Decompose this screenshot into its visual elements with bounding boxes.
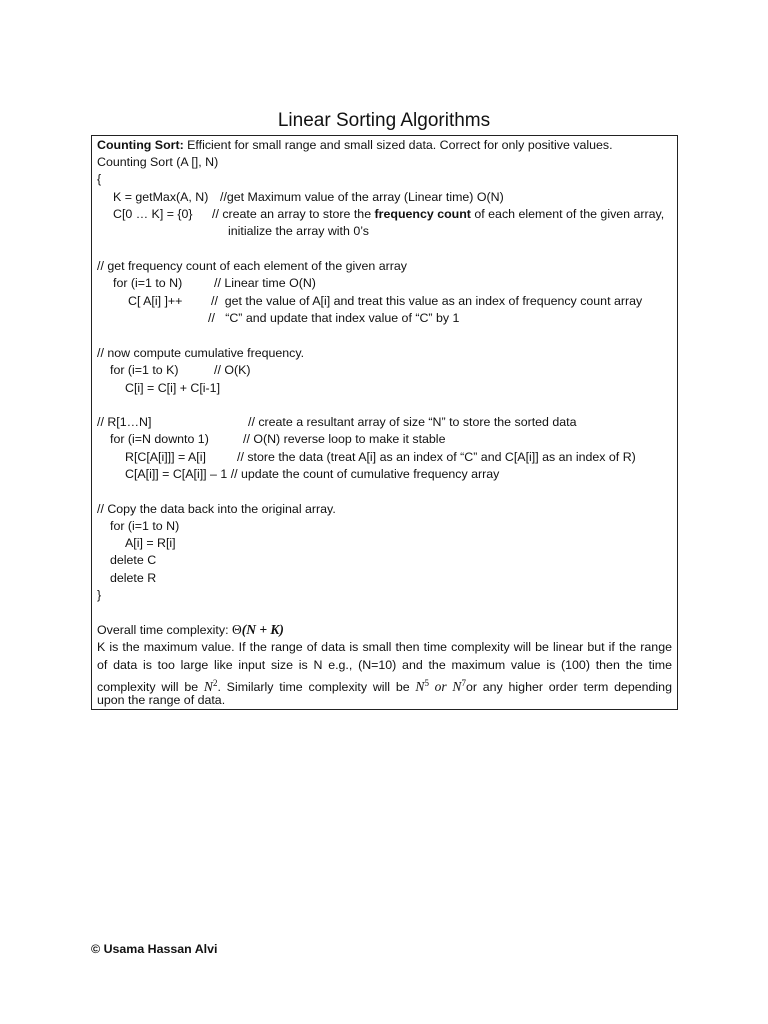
comment-text: of each element of the given array, xyxy=(470,207,665,221)
code-comment-getmax: //get Maximum value of the array (Linear time) O(N) xyxy=(220,190,504,204)
section2-for: for (i=1 to K) xyxy=(110,363,179,377)
intro-heading: Counting Sort: xyxy=(97,138,184,152)
section4-delete-c: delete C xyxy=(110,553,157,567)
section4-comment: // Copy the data back into the original array. xyxy=(97,502,336,516)
section2-for-comment: // O(K) xyxy=(214,363,251,377)
complexity-line xyxy=(97,622,284,638)
section3-r: // R[1…N] xyxy=(97,415,152,429)
section1-body-comment-2: // “C” and update that index value of “C” by 1 xyxy=(208,311,460,325)
math-or: or xyxy=(428,679,453,695)
complexity-theta: Θ xyxy=(231,622,242,637)
code-line-getmax: K = getMax(A, N) xyxy=(113,190,209,204)
math-exponent: 7 xyxy=(461,678,466,688)
section1-for-comment: // Linear time O(N) xyxy=(214,276,316,290)
math-n: N xyxy=(203,679,213,695)
code-comment-init-c xyxy=(212,206,664,222)
section1-body-comment: // get the value of A[i] and treat this value as an index of frequency count array xyxy=(211,294,643,308)
section4-delete-r: delete R xyxy=(110,571,157,585)
intro-text: Efficient for small range and small sized data. Correct for only positive values. xyxy=(183,138,613,152)
section4-body: A[i] = R[i] xyxy=(125,536,176,550)
complexity-para-2: of data is too large like input size is N e.g., (N=10) and the maximum value is (100) then the time xyxy=(97,658,672,672)
section4-for: for (i=1 to N) xyxy=(110,519,180,533)
section3-body2: C[A[i]] = C[A[i]] – 1 // update the count of cumulative frequency array xyxy=(125,467,500,481)
section2-body: C[i] = C[i] + C[i-1] xyxy=(125,381,221,395)
math-exponent: 5 xyxy=(424,678,429,688)
complexity-text: . Similarly time complexity will be xyxy=(217,680,416,695)
complexity-text: complexity will be xyxy=(97,680,204,695)
section3-body1: R[C[A[i]]] = A[i] xyxy=(125,450,206,464)
math-n: N xyxy=(415,679,425,695)
code-comment-init-c-2: initialize the array with 0’s xyxy=(228,224,369,238)
section3-body1-comment: // store the data (treat A[i] as an index of “C” and C[A[i]] as an index of R) xyxy=(237,450,636,464)
comment-bold-text: frequency count xyxy=(374,207,471,221)
copyright-footer: © Usama Hassan Alvi xyxy=(91,942,218,956)
math-exponent: 2 xyxy=(212,678,218,688)
intro-line xyxy=(97,137,613,153)
code-close-brace: } xyxy=(97,588,102,602)
code-open-brace: { xyxy=(97,172,102,186)
complexity-para-1: K is the maximum value. If the range of data is small then time complexity will be linear but if the range xyxy=(97,640,672,654)
code-signature: Counting Sort (A [], N) xyxy=(97,155,219,169)
math-n: N xyxy=(452,679,462,695)
section3-for-comment: // O(N) reverse loop to make it stable xyxy=(243,432,446,446)
complexity-para-4: upon the range of data. xyxy=(97,693,226,707)
section1-body: C[ A[i] ]++ xyxy=(128,294,183,308)
page-title: Linear Sorting Algorithms xyxy=(277,110,491,131)
complexity-formula: (N + K) xyxy=(241,622,284,637)
section1-comment: // get frequency count of each element of the given array xyxy=(97,259,407,273)
code-line-init-c: C[0 … K] = {0} xyxy=(113,207,193,221)
section2-comment: // now compute cumulative frequency. xyxy=(97,346,305,360)
comment-text: // create an array to store the xyxy=(212,207,375,221)
complexity-text: or any higher order term depending xyxy=(465,680,672,695)
section3-r-comment: // create a resultant array of size “N” to store the sorted data xyxy=(248,415,577,429)
section3-for: for (i=N downto 1) xyxy=(110,432,209,446)
section1-for: for (i=1 to N) xyxy=(113,276,183,290)
complexity-label: Overall time complexity: xyxy=(97,623,232,637)
